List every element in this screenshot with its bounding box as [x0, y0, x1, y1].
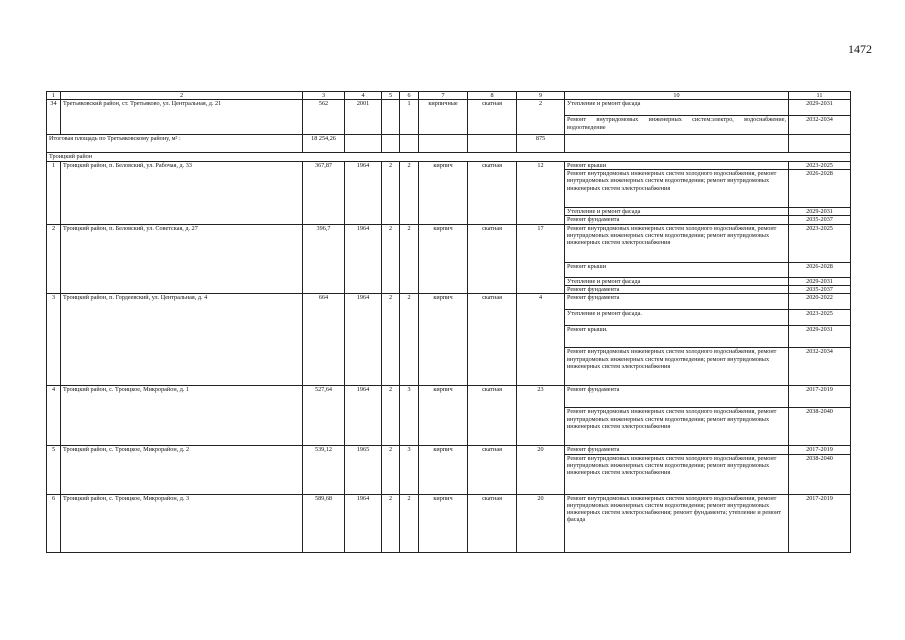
area-cell: 562 [303, 100, 345, 135]
row-number: 6 [47, 494, 61, 552]
district-row [47, 153, 851, 161]
col9-cell: 20 [517, 494, 565, 552]
period-cell: 2029-2031 [789, 326, 851, 348]
period-cell: 2035-2037 [789, 216, 851, 224]
roof-type-cell: скатная [468, 161, 517, 224]
area-cell: 664 [303, 294, 345, 386]
year-cell: 1965 [345, 446, 382, 494]
wall-material-cell: кирпич [419, 446, 468, 494]
work-cell: Ремонт внутридомовых инженерных систем холодного водоснабжения, ремонт внутридомовых инженерных систем водоотведения; ремонт внутридомовых инженерных систем электроснабжения [565, 454, 789, 494]
period-cell: 2032-2034 [789, 116, 851, 135]
col5-cell: 2 [382, 446, 400, 494]
work-cell: Утепление и ремонт фасада. [565, 310, 789, 326]
col6-cell: 2 [400, 224, 419, 294]
work-cell: Ремонт внутридомовых инженерных систем холодного водоснабжения, ремонт внутридомовых инженерных систем водоотведения; ремонт внутридомовых инженерных систем электроснабжения [565, 169, 789, 207]
work-cell: Утепление и ремонт фасада [565, 100, 789, 116]
year-cell: 2001 [345, 100, 382, 135]
wall-material-cell: кирпичные [419, 100, 468, 135]
column-number: 7 [419, 92, 468, 100]
roof-type-cell: скатная [468, 494, 517, 552]
col9-cell: 4 [517, 294, 565, 386]
column-number: 8 [468, 92, 517, 100]
column-number: 10 [565, 92, 789, 100]
address-cell: Троицкий район, п. Гордеевский, ул. Центральная, д. 4 [61, 294, 303, 386]
period-cell: 2035-2037 [789, 285, 851, 293]
col5-cell: 2 [382, 386, 400, 446]
district-heading: Троицкий район [47, 153, 851, 161]
address-cell: Третьяковский район, ст. Третьяково, ул. Центральная, д. 21 [61, 100, 303, 135]
total-label: Итоговая площадь по Третьяковскому району, м² : [47, 135, 303, 153]
address-cell: Троицкий район, с. Троицкое, Микрорайон, д. 3 [61, 494, 303, 552]
col5-cell: 2 [382, 224, 400, 294]
work-cell: Ремонт фундамента [565, 285, 789, 293]
wall-material-cell: кирпич [419, 386, 468, 446]
roof-type-cell: скатная [468, 446, 517, 494]
row-number: 1 [47, 161, 61, 224]
column-number: 2 [61, 92, 303, 100]
work-cell: Ремонт фундамента [565, 216, 789, 224]
year-cell: 1964 [345, 161, 382, 224]
year-cell: 1964 [345, 224, 382, 294]
period-cell: 2017-2019 [789, 446, 851, 454]
area-cell: 396,7 [303, 224, 345, 294]
wall-material-cell: кирпич [419, 294, 468, 386]
roof-type-cell: скатная [468, 100, 517, 135]
col5-cell: 2 [382, 294, 400, 386]
table-row [47, 224, 851, 262]
housing-register-table [46, 91, 851, 553]
table-row [47, 386, 851, 408]
work-cell: Утепление и ремонт фасада [565, 277, 789, 285]
row-number: 34 [47, 100, 61, 135]
total-col9: 875 [517, 135, 565, 153]
area-cell: 539,12 [303, 446, 345, 494]
row-number: 2 [47, 224, 61, 294]
area-cell: 589,68 [303, 494, 345, 552]
period-cell: 2029-2031 [789, 277, 851, 285]
address-cell: Троицкий район, с. Троицкое, Микрорайон, д. 2 [61, 446, 303, 494]
period-cell: 2029-2031 [789, 207, 851, 215]
col6-cell: 3 [400, 446, 419, 494]
total-area: 18 254,26 [303, 135, 345, 153]
wall-material-cell: кирпич [419, 161, 468, 224]
roof-type-cell: скатная [468, 294, 517, 386]
col9-cell: 2 [517, 100, 565, 135]
table-row [47, 446, 851, 454]
column-number: 9 [517, 92, 565, 100]
roof-type-cell: скатная [468, 386, 517, 446]
period-cell: 2038-2040 [789, 408, 851, 446]
work-cell: Ремонт крыши. [565, 326, 789, 348]
col9-cell: 12 [517, 161, 565, 224]
period-cell: 2017-2019 [789, 494, 851, 552]
period-cell: 2023-2025 [789, 310, 851, 326]
area-cell: 367,87 [303, 161, 345, 224]
table-row [47, 100, 851, 116]
col6-cell: 2 [400, 494, 419, 552]
year-cell: 1964 [345, 294, 382, 386]
period-cell: 2023-2025 [789, 224, 851, 262]
row-number: 4 [47, 386, 61, 446]
col6-cell: 2 [400, 161, 419, 224]
col5-cell: 2 [382, 494, 400, 552]
col9-cell: 23 [517, 386, 565, 446]
page-number: 1472 [848, 42, 872, 56]
period-cell: 2029-2031 [789, 100, 851, 116]
period-cell: 2020-2022 [789, 294, 851, 310]
work-cell: Ремонт фундамента [565, 386, 789, 408]
address-cell: Троицкий район, с. Троицкое, Микрорайон, д. 1 [61, 386, 303, 446]
total-row [47, 135, 851, 153]
wall-material-cell: кирпич [419, 224, 468, 294]
period-cell: 2032-2034 [789, 348, 851, 386]
column-number: 5 [382, 92, 400, 100]
work-cell: Ремонт внутридомовых инженерных систем:электро, водоснабжение, водоотведение [565, 116, 789, 135]
column-number: 11 [789, 92, 851, 100]
column-numbers-row [47, 92, 851, 100]
column-number: 4 [345, 92, 382, 100]
year-cell: 1964 [345, 494, 382, 552]
table-row [47, 294, 851, 310]
roof-type-cell: скатная [468, 224, 517, 294]
work-cell: Ремонт внутридомовых инженерных систем холодного водоснабжения, ремонт внутридомовых инженерных систем водоотведения; ремонт внутридомовых инженерных систем электроснабжения [565, 224, 789, 262]
work-cell: Ремонт крыши [565, 262, 789, 277]
address-cell: Троицкий район, п. Беловский, ул. Рабочая, д. 33 [61, 161, 303, 224]
work-cell: Ремонт фундамента [565, 294, 789, 310]
col6-cell: 1 [400, 100, 419, 135]
table-row [47, 161, 851, 169]
area-cell: 527,64 [303, 386, 345, 446]
col5-cell: 2 [382, 161, 400, 224]
period-cell: 2026-2028 [789, 169, 851, 207]
work-cell: Ремонт крыши [565, 161, 789, 169]
row-number: 5 [47, 446, 61, 494]
table-row [47, 494, 851, 552]
work-cell: Ремонт внутридомовых инженерных систем холодного водоснабжения, ремонт внутридомовых инженерных систем водоотведения; ремонт внутридомовых инженерных систем электроснабжения; ремонт фундамента; утепление и ремонт фасада [565, 494, 789, 552]
column-number: 3 [303, 92, 345, 100]
work-cell: Ремонт внутридомовых инженерных систем холодного водоснабжения, ремонт внутридомовых инженерных систем водоотведения; ремонт внутридомовых инженерных систем электроснабжения [565, 348, 789, 386]
work-cell: Ремонт фундамента [565, 446, 789, 454]
period-cell: 2038-2040 [789, 454, 851, 494]
col6-cell: 2 [400, 294, 419, 386]
work-cell: Утепление и ремонт фасада [565, 207, 789, 215]
column-number: 6 [400, 92, 419, 100]
work-cell: Ремонт внутридомовых инженерных систем холодного водоснабжения, ремонт внутридомовых инженерных систем водоотведения; ремонт внутридомовых инженерных систем электроснабжения [565, 408, 789, 446]
column-number: 1 [47, 92, 61, 100]
period-cell: 2023-2025 [789, 161, 851, 169]
col6-cell: 3 [400, 386, 419, 446]
col9-cell: 17 [517, 224, 565, 294]
col5-cell [382, 100, 400, 135]
address-cell: Троицкий район, п. Беловский, ул. Советская, д. 27 [61, 224, 303, 294]
row-number: 3 [47, 294, 61, 386]
col9-cell: 20 [517, 446, 565, 494]
period-cell: 2026-2028 [789, 262, 851, 277]
year-cell: 1964 [345, 386, 382, 446]
period-cell: 2017-2019 [789, 386, 851, 408]
wall-material-cell: кирпич [419, 494, 468, 552]
